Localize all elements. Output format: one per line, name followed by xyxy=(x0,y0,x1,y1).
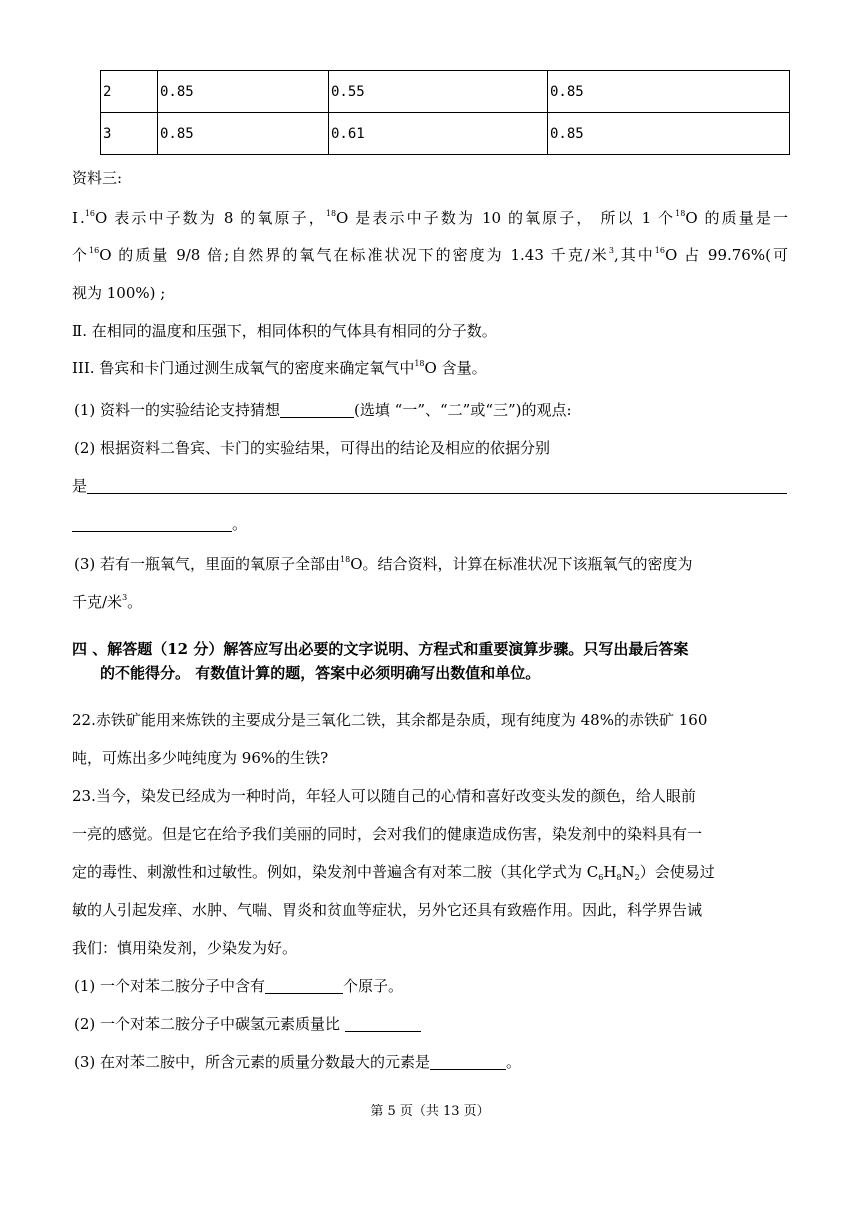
superscript: 16 xyxy=(89,246,100,255)
question-2-line3 xyxy=(72,514,247,534)
text: ）会使易过 xyxy=(639,863,715,881)
text: H xyxy=(603,863,617,881)
text: ,其中 xyxy=(613,246,655,264)
superscript: 3 xyxy=(608,246,614,255)
text: 个原子。 xyxy=(343,977,404,995)
text: O 的质量是一 xyxy=(685,209,788,227)
text: (3) 在对苯二胺中，所含元素的质量分数最大的元素是 xyxy=(74,1053,431,1071)
question-23-line5: 我们：慎用染发剂，少染发为好。 xyxy=(72,939,298,957)
answer-blank[interactable] xyxy=(280,401,354,418)
question-23-line2: 一亮的感觉。但是它在给予我们美丽的同时，会对我们的健康造成伤害，染发剂中的染料具有一 xyxy=(72,825,703,843)
question-1 xyxy=(74,400,572,420)
text: O。结合资料，计算在标准状况下该瓶氧气的密度为 xyxy=(350,555,693,573)
answer-blank[interactable] xyxy=(87,477,787,494)
text: 。 xyxy=(232,515,248,533)
superscript: 16 xyxy=(84,209,96,218)
question-22-line2: 吨，可炼出多少吨纯度为 96%的生铁? xyxy=(72,749,329,767)
text: (3) 若有一瓶氧气，里面的氧原子全部由 xyxy=(74,555,341,573)
text: O 含量。 xyxy=(424,359,487,377)
table-row xyxy=(101,71,790,113)
superscript: 3 xyxy=(122,593,128,602)
material3-item2: Ⅱ. 在相同的温度和压强下，相同体积的气体具有相同的分子数。 xyxy=(72,322,497,340)
question-23-sub2 xyxy=(74,1014,421,1034)
question-23-sub3 xyxy=(74,1052,521,1072)
table-cell: 3 xyxy=(101,113,158,155)
table-row xyxy=(101,113,790,155)
material3-item3 xyxy=(72,358,487,378)
text: (2) 一个对苯二胺分子中碳氢元素质量比 xyxy=(74,1015,341,1033)
table-cell: 0.85 xyxy=(548,71,790,113)
text: (1) 资料一的实验结论支持猜想 xyxy=(74,401,281,419)
question-22-line1: 22.赤铁矿能用来炼铁的主要成分是三氧化二铁，其余都是杂质，现有纯度为 48%的赤铁矿 160 xyxy=(72,711,708,729)
superscript: 18 xyxy=(340,555,351,564)
material3-heading: 资料三: xyxy=(72,169,123,187)
text: N xyxy=(621,863,635,881)
question-3-line2 xyxy=(72,592,142,612)
table-cell: 0.85 xyxy=(158,71,329,113)
question-23-line3 xyxy=(72,862,715,882)
subscript: 6 xyxy=(598,873,604,882)
superscript: 18 xyxy=(414,359,425,368)
roman-marker: Ⅰ. xyxy=(72,209,85,227)
answer-blank[interactable] xyxy=(430,1053,506,1070)
question-23-line4: 敏的人引起发痒、水肿、气喘、胃炎和贫血等症状，另外它还具有致癌作用。因此，科学界告诫 xyxy=(72,901,703,919)
answer-blank[interactable] xyxy=(345,1015,421,1032)
answer-blank[interactable] xyxy=(265,977,343,994)
text: 千克/米 xyxy=(72,593,123,611)
text: O 是表示中子数为 10 的氧原子， 所以 1 个 xyxy=(336,209,676,227)
section-4-heading-line1: 四 、解答题（12 分）解答应写出必要的文字说明、方程式和重要演算步骤。只写出最后答案 xyxy=(72,640,689,658)
material3-item1-line3: 视为 100%) ; xyxy=(72,284,166,302)
question-2-line2 xyxy=(72,476,787,496)
answer-blank[interactable] xyxy=(72,515,232,532)
material3-item1-line2 xyxy=(72,245,788,265)
superscript: 16 xyxy=(654,246,665,255)
text: 个 xyxy=(72,246,90,264)
question-23-sub1 xyxy=(74,976,403,996)
page-footer: 第 5 页（共 13 页） xyxy=(370,1104,490,1119)
subscript: 8 xyxy=(616,873,622,882)
text: O 表示中子数为 8 的氧原子， xyxy=(95,209,326,227)
subscript: 2 xyxy=(634,873,640,882)
section-4-heading-line2: 的不能得分。 有数值计算的题，答案中必须明确写出数值和单位。 xyxy=(100,664,541,682)
text: O 的质量 9/8 倍;自然界的氧气在标准状况下的密度为 1.43 千克/米 xyxy=(99,246,609,264)
material3-item1-line1 xyxy=(72,208,788,228)
text: 是 xyxy=(72,477,88,495)
table-cell: 0.85 xyxy=(158,113,329,155)
text: (选填 “一”、“二”或“三”)的观点: xyxy=(354,401,572,419)
table-cell: 0.61 xyxy=(329,113,548,155)
question-2-line1: (2) 根据资料二鲁宾、卡门的实验结果，可得出的结论及相应的依据分别 xyxy=(74,439,551,457)
text: 。 xyxy=(127,593,143,611)
superscript: 18 xyxy=(675,209,686,218)
text: (1) 一个对苯二胺分子中含有 xyxy=(74,977,266,995)
table-cell: 0.85 xyxy=(548,113,790,155)
question-3-line1 xyxy=(74,554,693,574)
text: 定的毒性、刺激性和过敏性。例如，染发剂中普遍含有对苯二胺（其化学式为 C xyxy=(72,863,599,881)
text: III. 鲁宾和卡门通过测生成氧气的密度来确定氧气中 xyxy=(72,359,415,377)
superscript: 18 xyxy=(325,209,337,218)
table-cell: 0.55 xyxy=(329,71,548,113)
table-cell: 2 xyxy=(101,71,158,113)
text: 。 xyxy=(506,1053,522,1071)
question-23-line1: 23.当今，染发已经成为一种时尚，年轻人可以随自己的心情和喜好改变头发的颜色，给人眼前 xyxy=(72,787,696,805)
text: O 占 99.76%(可 xyxy=(664,246,788,264)
data-table xyxy=(100,70,790,155)
